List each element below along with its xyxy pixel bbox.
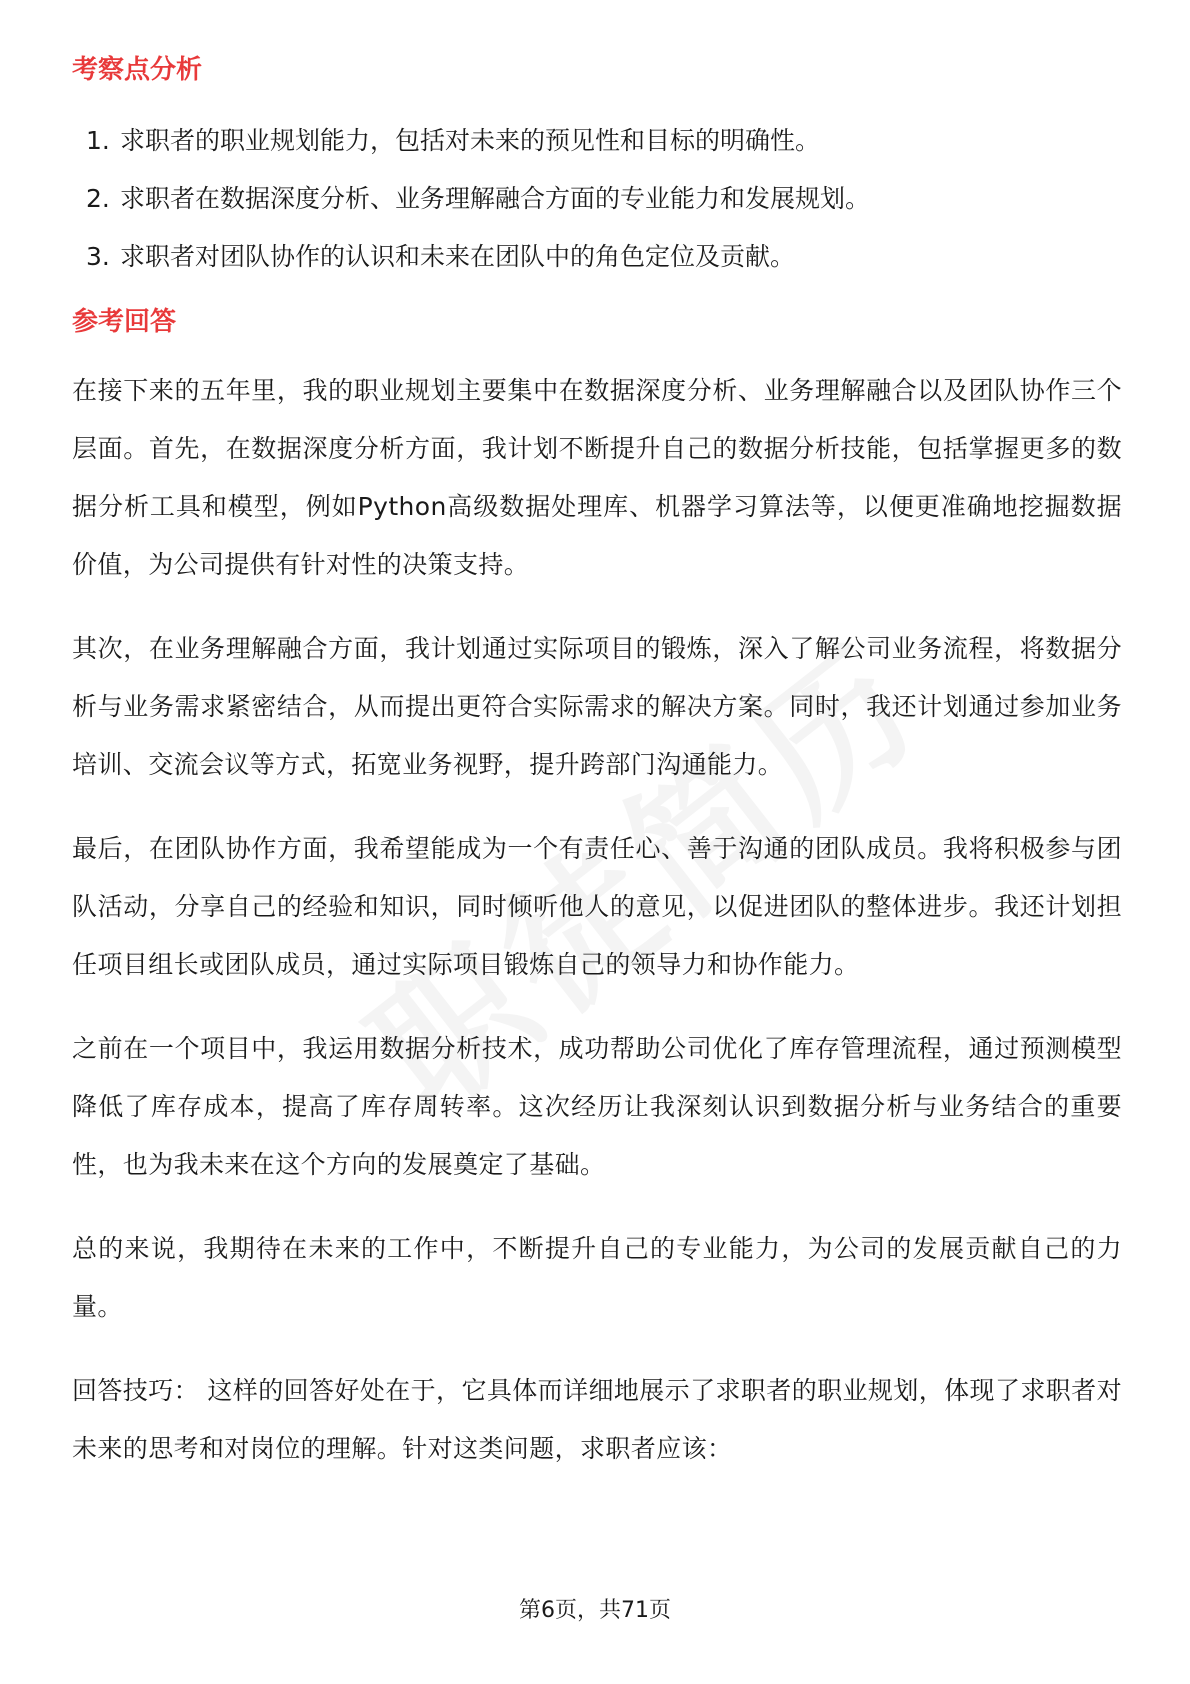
list-item-number: 3. [86, 242, 110, 271]
section-title-answer: 参考回答 [72, 307, 177, 337]
list-item [86, 170, 1122, 228]
list-item-text: 求职者对团队协作的认识和未来在团队中的角色定位及贡献。 [120, 242, 796, 271]
answer-paragraph: 之前在一个项目中，我运用数据分析技术，成功帮助公司优化了库存管理流程，通过预测模型降低了库存成本，提高了库存周转率。这次经历让我深刻认识到数据分析与业务结合的重要性，也为我未来在这个方向的发展奠定了基础。 [72, 1034, 1122, 1179]
list-item [86, 112, 1122, 170]
page-content [72, 50, 1122, 1478]
answer-paragraph: 其次，在业务理解融合方面，我计划通过实际项目的锻炼，深入了解公司业务流程，将数据分析与业务需求紧密结合，从而提出更符合实际需求的解决方案。同时，我还计划通过参加业务培训、交流会议等方式，拓宽业务视野，提升跨部门沟通能力。 [72, 634, 1122, 779]
answer-paragraph: 在接下来的五年里，我的职业规划主要集中在数据深度分析、业务理解融合以及团队协作三个层面。首先，在数据深度分析方面，我计划不断提升自己的数据分析技能，包括掌握更多的数据分析工具和模型，例如Python高级数据处理库、机器学习算法等，以便更准确地挖掘数据价值，为公司提供有针对性的决策支持。 [72, 376, 1122, 579]
list-item-number: 2. [86, 184, 110, 213]
list-item [86, 228, 1122, 286]
answer-paragraph: 总的来说，我期待在未来的工作中，不断提升自己的专业能力，为公司的发展贡献自己的力量。 [72, 1234, 1122, 1321]
list-item-text: 求职者的职业规划能力，包括对未来的预见性和目标的明确性。 [120, 126, 821, 155]
list-item-text: 求职者在数据深度分析、业务理解融合方面的专业能力和发展规划。 [120, 184, 871, 213]
answer-paragraph: 最后，在团队协作方面，我希望能成为一个有责任心、善于沟通的团队成员。我将积极参与团队活动，分享自己的经验和知识，同时倾听他人的意见，以促进团队的整体进步。我还计划担任项目组长或团队成员，通过实际项目锻炼自己的领导力和协作能力。 [72, 834, 1122, 979]
section-title-analysis: 考察点分析 [72, 55, 203, 85]
answer-tips-paragraph: 回答技巧： 这样的回答好处在于，它具体而详细地展示了求职者的职业规划，体现了求职者对未来的思考和对岗位的理解。针对这类问题，求职者应该： [72, 1376, 1122, 1463]
list-item-number: 1. [86, 126, 110, 155]
page-number-footer: 第6页，共71页 [519, 1598, 671, 1623]
analysis-list [72, 112, 1122, 286]
